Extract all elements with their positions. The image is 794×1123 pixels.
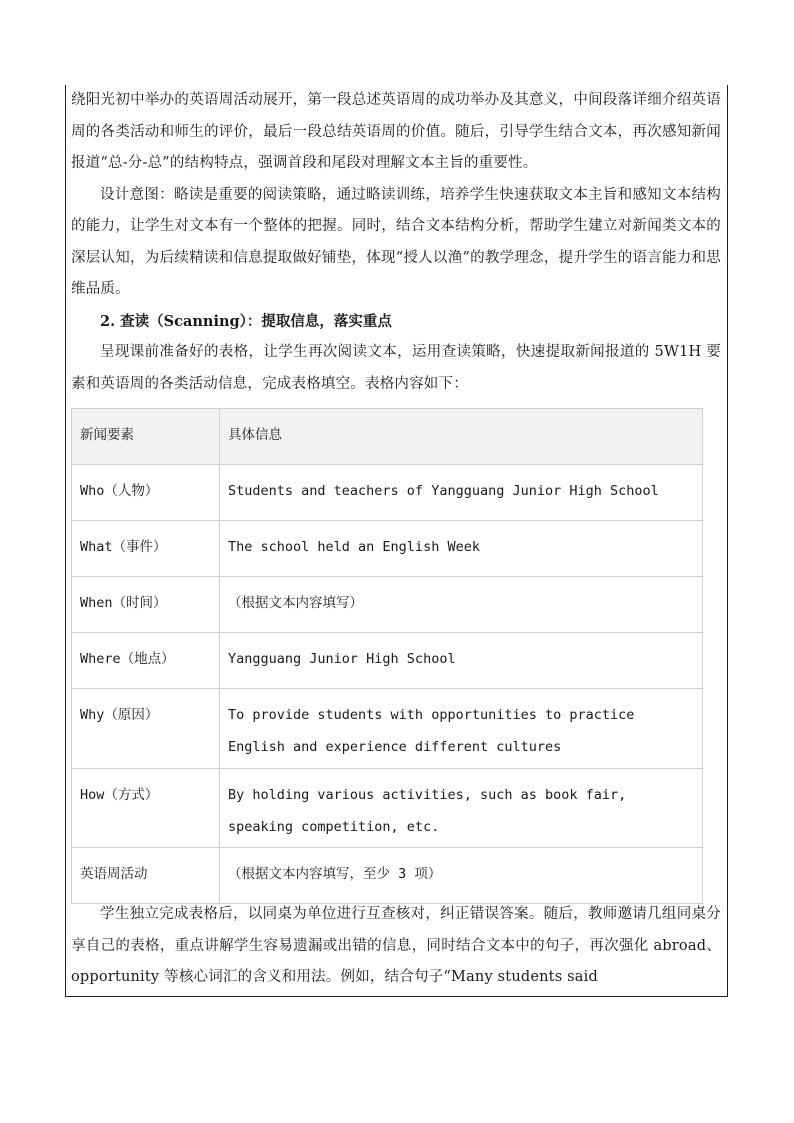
info-cell: （根据文本内容填写，至少 3 项） [220, 848, 703, 904]
info-cell: To provide students with opportunities to practice English and experience different cultures [220, 689, 703, 769]
element-cell: What（事件） [72, 521, 220, 577]
info-cell: Yangguang Junior High School [220, 633, 703, 689]
table-row [72, 577, 703, 633]
table-header-row [72, 409, 703, 465]
table-row [72, 521, 703, 577]
info-cell: The school held an English Week [220, 521, 703, 577]
table-row [72, 633, 703, 689]
info-cell: （根据文本内容填写） [220, 577, 703, 633]
element-cell: When（时间） [72, 577, 220, 633]
followup-paragraph: 学生独立完成表格后，以同桌为单位进行互查核对，纠正错误答案。随后，教师邀请几组同桌分享自己的表格，重点讲解学生容易遗漏或出错的信息，同时结合文本中的句子，再次强化 abroad、opportunity 等核心词汇的含义和用法。例如，结合句子“Many students said [71, 906, 721, 985]
document-frame [65, 85, 728, 997]
info-cell: By holding various activities, such as book fair, speaking competition, etc. [220, 769, 703, 848]
scanning-paragraph: 呈现课前准备好的表格，让学生再次阅读文本，运用查读策略，快速提取新闻报道的 5W1H 要素和英语周的各类活动信息，完成表格填空。表格内容如下： [71, 344, 721, 392]
news-elements-table [71, 408, 703, 904]
table-row [72, 465, 703, 521]
element-cell: Who（人物） [72, 465, 220, 521]
followup-block [71, 899, 721, 994]
table-row [72, 769, 703, 848]
info-cell: Students and teachers of Yangguang Junior High School [220, 465, 703, 521]
table-row [72, 689, 703, 769]
table-header-cell: 具体信息 [220, 409, 703, 465]
element-cell: Where（地点） [72, 633, 220, 689]
element-cell: Why（原因） [72, 689, 220, 769]
element-cell: How（方式） [72, 769, 220, 848]
document-body [71, 85, 721, 400]
section-heading: 2. 查读（Scanning）：提取信息，落实重点 [100, 312, 392, 330]
table-header-cell: 新闻要素 [72, 409, 220, 465]
table-row [72, 848, 703, 904]
intro-paragraph: 绕阳光初中举办的英语周活动展开，第一段总述英语周的成功举办及其意义，中间段落详细介绍英语周的各类活动和师生的评价，最后一段总结英语周的价值。随后，引导学生结合文本，再次感知新闻报道“总-分-总”的结构特点，强调首段和尾段对理解文本主旨的重要性。 [71, 92, 721, 171]
element-cell: 英语周活动 [72, 848, 220, 904]
design-intent-paragraph: 设计意图：略读是重要的阅读策略，通过略读训练，培养学生快速获取文本主旨和感知文本结构的能力，让学生对文本有一个整体的把握。同时，结合文本结构分析，帮助学生建立对新闻类文本的深层认知，为后续精读和信息提取做好铺垫，体现“授人以渔”的教学理念，提升学生的语言能力和思维品质。 [71, 186, 721, 297]
